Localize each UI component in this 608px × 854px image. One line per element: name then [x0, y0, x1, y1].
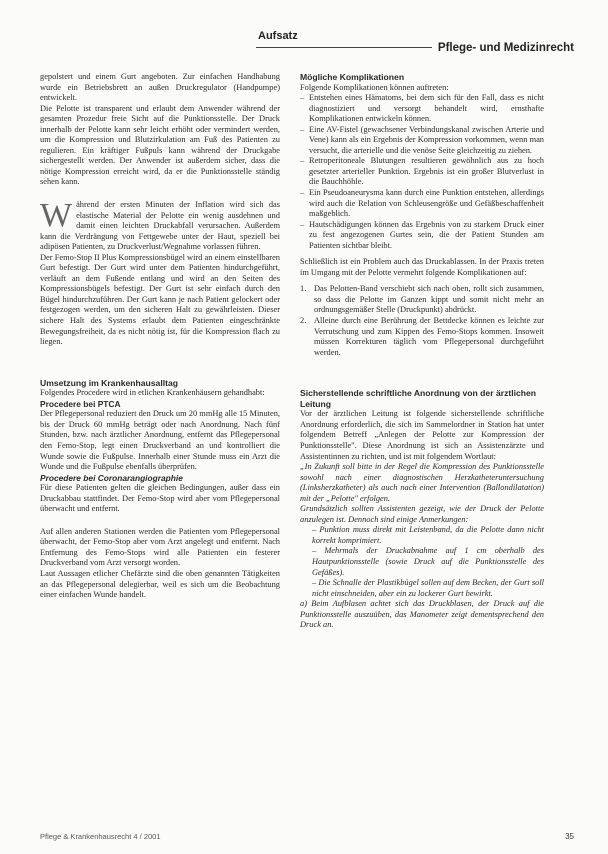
page-number: 35 [565, 832, 574, 841]
header-topic: Pflege- und Medizinrecht [432, 42, 574, 54]
dropcap-paragraph [40, 197, 280, 253]
section-heading: Umsetzung im Krankenhausalltag [40, 377, 179, 388]
paragraph: Für diese Patienten gelten die gleichen Bedingungen, außer dass ein Druckabbau stattfindet. Der Femo-Stop wird aber vom Pflegepersonal überwacht und entfernt. [40, 483, 280, 514]
list-item-text: Alleine durch eine Berührung der Bettdecke können es leichte zur Verrutschung und zum Kippen des Femo-Stops kommen. Insoweit müssen Korrekturen täglich vom Pflegepersonal durchgeführt werden. [314, 316, 544, 357]
dropcap-letter: W [40, 197, 73, 235]
paragraph: Folgendes Procedere wird in etlichen Krankenhäusern gehandhabt: [40, 388, 265, 398]
numbered-list [300, 284, 544, 358]
paragraph: Auf allen anderen Stationen werden die Patienten vom Pflegepersonal überwacht, der Femo-Stop aber vom Arzt angelegt und entfernt. Nach Entfernung des Femo-Stops wird alle Patienten ein festerer Druckverband vom Arzt versorgt worden. [40, 526, 280, 568]
paragraph: Vor der ärztlichen Leitung ist folgende sicherstellende schriftliche Anordnung erforderlich, die sich im Sammelordner in Station hat unter folgendem Betreff „Anlegen der Pelotte zur Kompression der Punktionsstelle". Diese Anordnung ist sich an Assistenzärzte und Assistentinnen zu richten, und ist mit folgendem Wortlaut: [300, 409, 544, 461]
paragraph: Folgende Komplikationen können auftreten: [300, 82, 449, 92]
paragraph: Die Pelotte ist transparent und erlaubt dem Anwender während der gesamten Prozedur freie Sicht auf die Punktionsstelle. Der Druck innerhalb der Pelotte kann sehr leicht erhöht oder vermindert werden, um die Kompression und Blutzirkulation am Fuß des Patienten zu regulieren. Ein kräftiger Fußpuls kann während der Druckgabe sichergestellt werden. Der Anwender ist außerdem sicher, dass die nötige Kompression erreicht wird, da er die Punktionsstelle ständig sehen kann. [40, 103, 280, 187]
list-item: – Retroperitoneale Blutungen resultieren gewöhnlich aus zu hoch gesetzter arterieller Punktion. Ergebnis ist ein großer Blutverlust in die Bauchhöhle. [300, 156, 544, 188]
complication-list [300, 93, 544, 251]
list-item: – Ein Pseudoaneurysma kann durch eine Punktion entstehen, allerdings wird auch die Relation von Schleusengröße und Gefäßbeschaffenheit maßgeblich. [300, 188, 544, 220]
right-column [300, 72, 544, 631]
page-footer [40, 832, 574, 841]
paragraph: Der Pflegepersonal reduziert den Druck um 20 mmHg alle 15 Minuten, bis der Druck 60 mmHg beträgt oder nach Anordnung. Nach fünf Stunden, bzw. nach ärztlicher Anordnung, entfernt das Pflegepersonal den Femo-Stop, legt einen Druckverband an und kontrolliert die Wunde sowie die Fußpulse. Innerhalb einer Stunde muss ein Arzt die Wunde und die Fußpulse ebenfalls überprüfen. [40, 409, 280, 472]
list-item: – Entstehen eines Hämatoms, bei dem sich für den Fall, dass es nicht diagnostiziert und versorgt behandelt wird, ernsthafte Komplikationen entwickeln können. [300, 93, 544, 125]
paragraph: Der Femo-Stop II Plus Kompressionsbügel wird an einem einstellbaren Gurt befestigt. Der Gurt wird unter dem Patienten hindurchgeführt, verläuft an dem Fußende entlang und wird an den Seiten des Kompressionsbügels befestigt. Der Gurt ist sehr einfach durch den Bügel hindurchzuführen. Der Gurt kann je nach Patient gelockert oder festgezogen werden, um den sicheren Halt zu gewährleisten. Dieser sichere Halt des Systems erlaubt dem Patienten eingeschränkte Bewegungsfreiheit, da es nicht nötig ist, für die Kompression flach zu liegen. [40, 252, 280, 347]
section-heading: Mögliche Komplikationen [300, 72, 405, 82]
section-heading: Sicherstellende schriftliche Anordnung von der ärztlichen Leitung [300, 388, 537, 409]
italic-paragraph: a) Beim Aufblasen achtet sich das Druckblasen, der Druck auf die Punktionsstelle auszuüben, das Manometer zeigt dementsprechend den Druck an. [300, 599, 544, 630]
italic-paragraph: – Die Schnalle der Plastikbügel sollen auf dem Becken, der Gurt soll nicht einschneiden, aber ein zu lockerer Gurt bewirkt. [312, 578, 544, 598]
header-category: Aufsatz [258, 30, 298, 42]
italic-paragraph: „In Zukunft soll bitte in der Regel die Kompression des Punktionsstelle sowohl nach einer diagnostischen Herzkatheteruntersuchung (Linksherzkatheter) als auch nach einer Intervention (Ballondilatation) mit der „Pelotte" erfolgen. [300, 462, 544, 503]
list-number: 2. [300, 316, 307, 326]
list-number: 1. [300, 284, 307, 294]
subheading: Procedere bei Coronarangiographie [40, 472, 183, 483]
italic-paragraph: – Mehrmals der Druckabnahme auf 1 cm oberhalb des Hautpunktionsstelle (sowie Druck auf die Punktionsstelle des Gefäßes). [312, 546, 544, 577]
list-item [300, 316, 544, 358]
paragraph: Laut Aussagen etlicher Chefärzte sind die oben genannten Tätigkeiten an das Pflegepersonal delegierbar, weil es sich um die Beobachtung einer einfachen Wunde handelt. [40, 568, 280, 600]
page-header [40, 30, 574, 56]
paragraph: Schließlich ist ein Problem auch das Druckablassen. In der Praxis treten im Umgang mit der Pelotte vermehrt folgende Komplikationen auf: [300, 257, 544, 277]
footer-source: Pflege & Krankenhausrecht 4 / 2001 [40, 832, 161, 841]
list-item: – Eine AV-Fistel (gewachsener Verbindungskanal zwischen Arterie und Vene) kann als ein Ergebnis der Kompression vorkommen, wenn man versucht, die arterielle und die venöse Seite gleichzeitig zu ziehen. [300, 125, 544, 157]
italic-paragraph: Grundsätzlich sollten Assistenten gezeigt, wie der Druck der Pelotte anzulegen ist. Dennoch sind einige Anmerkungen: [300, 504, 544, 524]
paragraph: gepolstert und einem Gurt angeboten. Zur einfachen Handhabung wurde ein Betriebsbrett an außen Druckregulator (Handpumpe) entwickelt. [40, 72, 280, 103]
subheading: Procedere bei PTCA [40, 398, 121, 409]
dropcap-paragraph-text: ährend der ersten Minuten der Inflation wird sich das elastische Material der Pelotte ein wenig ausdehnen und damit einen leichten Druckabfall verursachen. Außerdem kann die Verdrängung von Fettgewebe unter der Haut, speziell bei adipösen Patienten, zu Druckverlust/Wegnahme vorlassen führen. [40, 200, 280, 252]
quoted-instruction [300, 462, 544, 631]
list-item-text: Das Pelotten-Band verschiebt sich nach oben, rollt sich zusammen, so dass die Pelotte im Ganzen kippt und somit nicht mehr an ordnungsgemäßer Stelle (Druckpunkt) abdrückt. [314, 284, 544, 315]
italic-paragraph: – Punktion muss direkt mit Leistenband, da die Pelotte dann nicht korrekt komprimiert. [312, 525, 544, 545]
list-item [300, 284, 544, 316]
left-column [40, 72, 280, 601]
list-item: – Hautschädigungen können das Ergebnis von zu starkem Druck einer zu fest angezogenen Gurtes sein, die der Patient Stunden am Patienten sichtbar bleibt. [300, 220, 544, 252]
